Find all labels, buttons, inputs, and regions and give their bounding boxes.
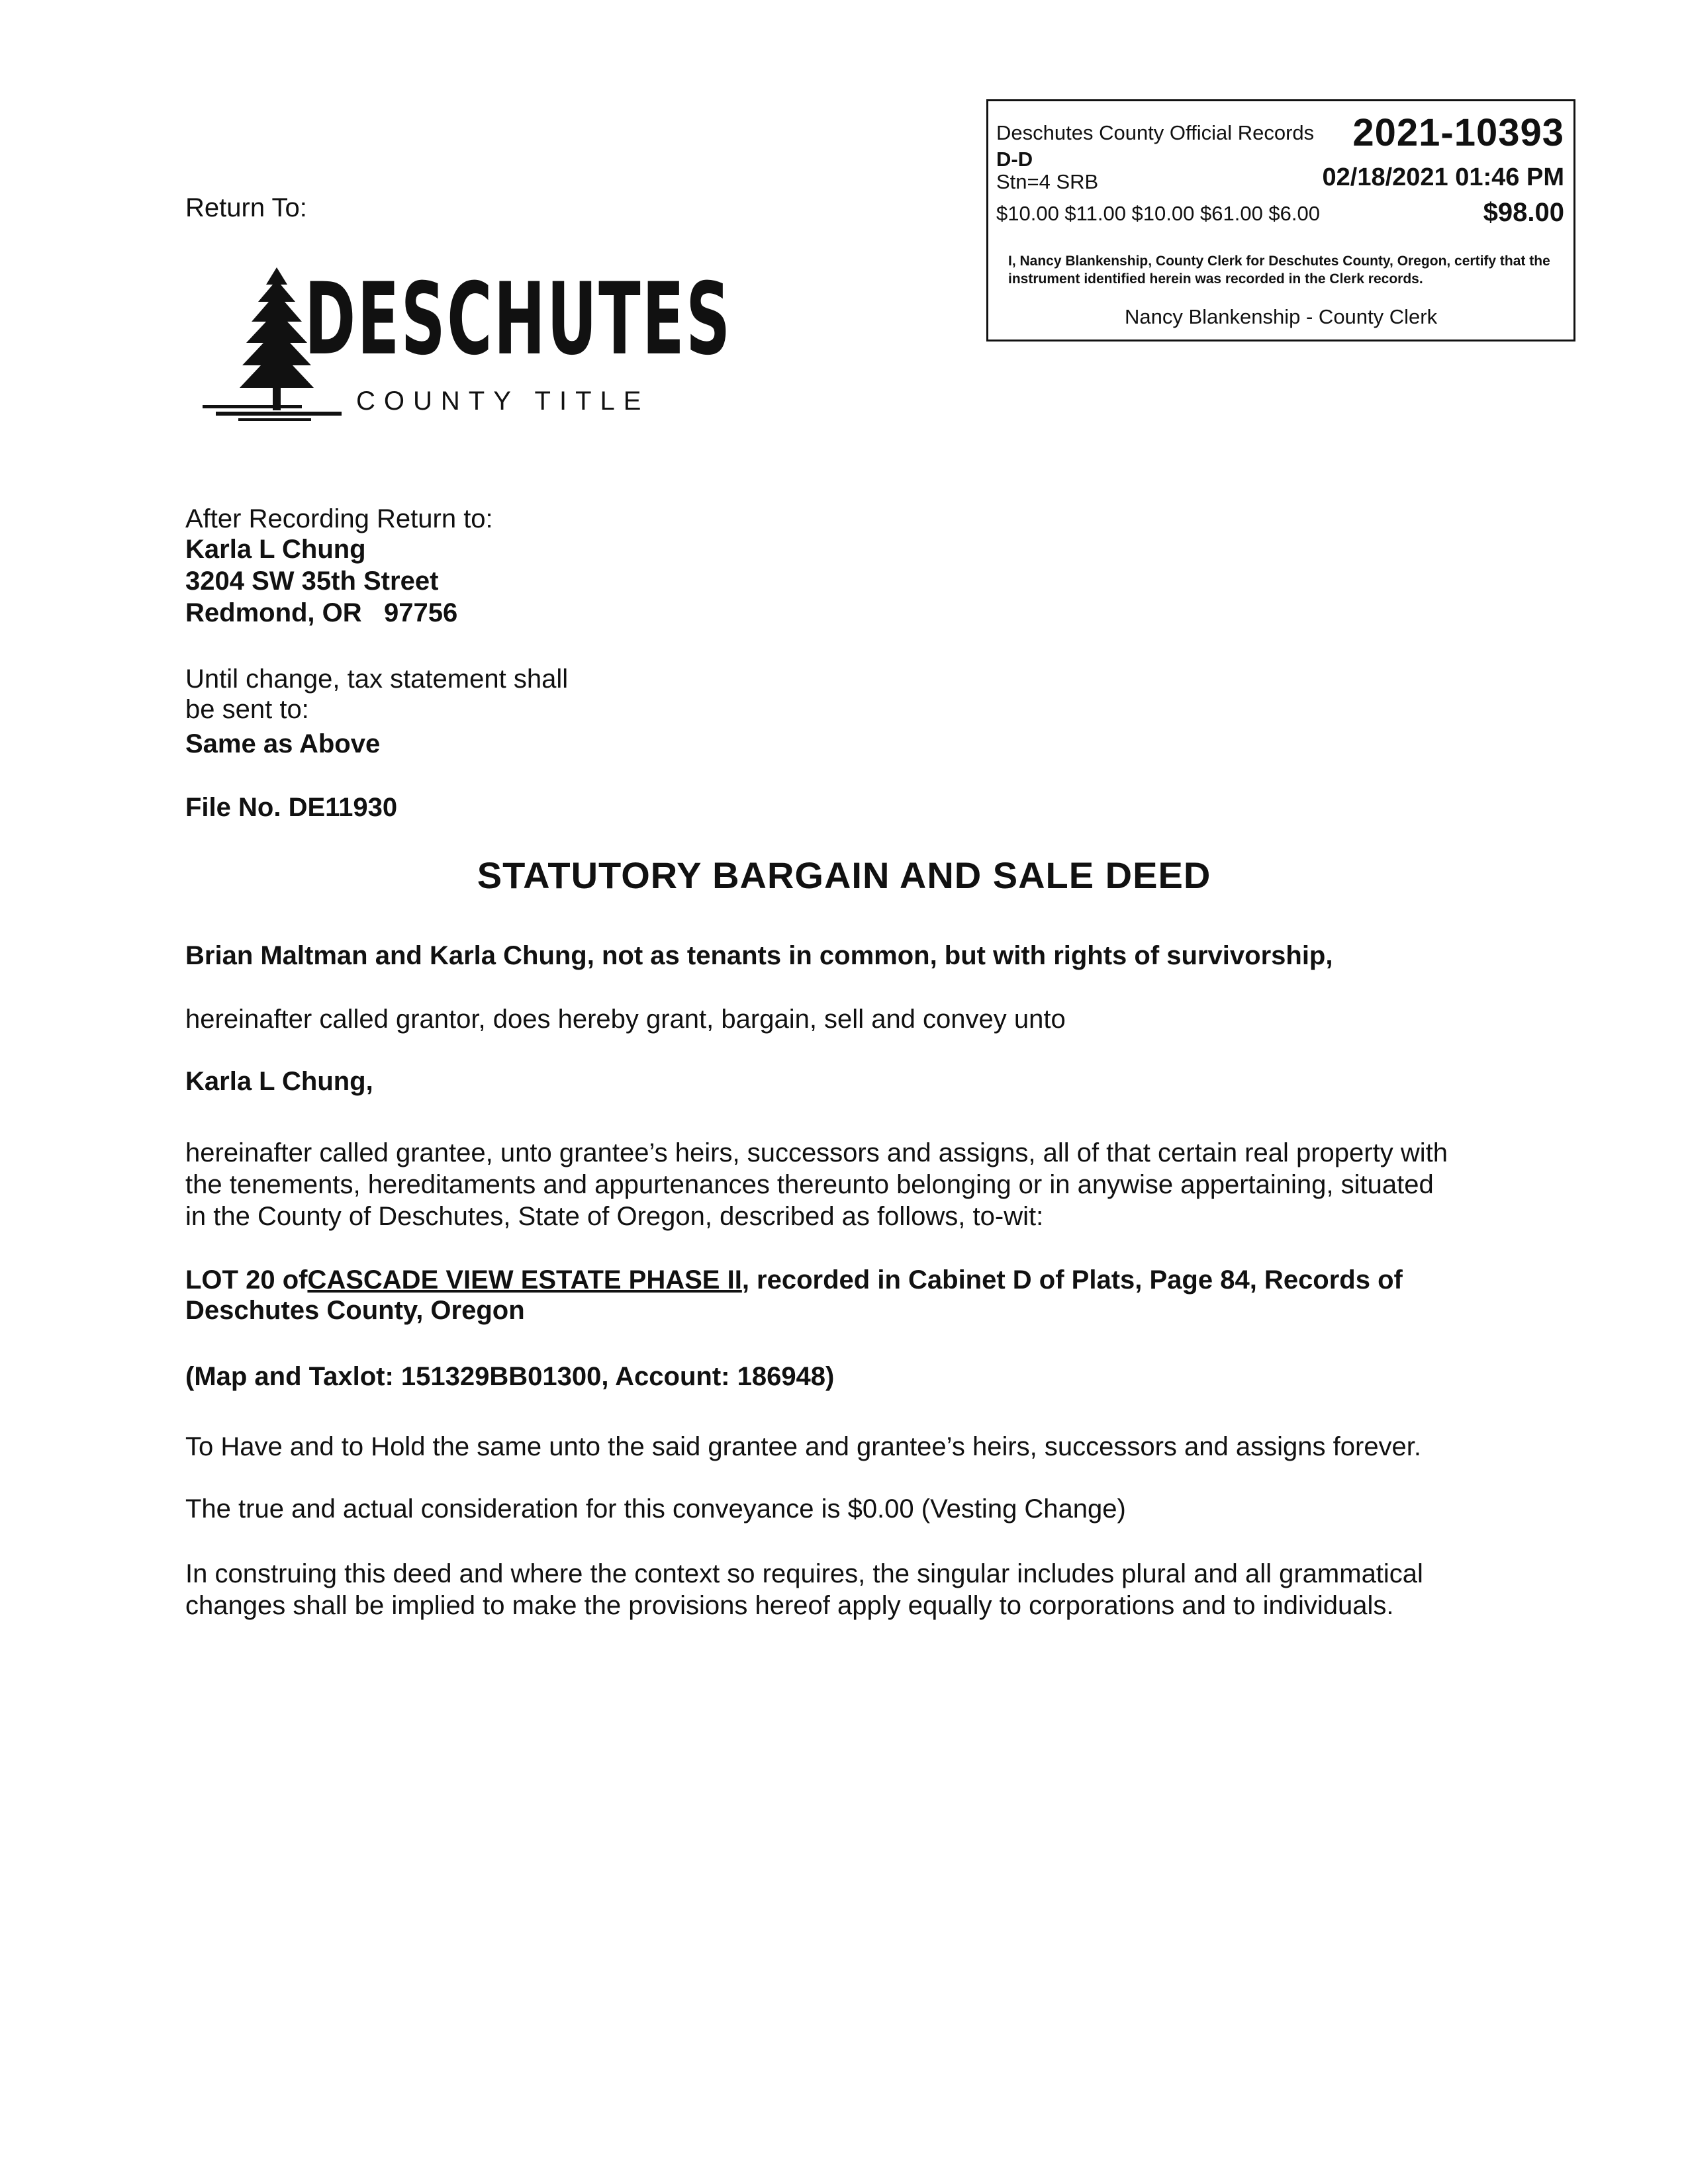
file-number: File No. DE11930: [185, 793, 398, 822]
deschutes-county-title-logo: [192, 258, 732, 424]
stamp-recorded-datetime: 02/18/2021 01:46 PM: [1322, 163, 1564, 191]
recording-stamp: [986, 99, 1575, 341]
after-recording-city: Redmond, OR 97756: [185, 598, 458, 627]
construing-line1: In construing this deed and where the context so requires, the singular includes plural and all grammatical: [185, 1559, 1423, 1588]
logo-subtitle: COUNTY TITLE: [356, 387, 650, 416]
habendum-clause: To Have and to Hold the same unto the said grantee and grantee’s heirs, successors and assigns forever.: [185, 1432, 1422, 1461]
stamp-certification: I, Nancy Blankenship, County Clerk for Deschutes County, Oregon, certify that the instrument identified herein was recorded in the Clerk records.: [1008, 253, 1550, 287]
stamp-total: $98.00: [1483, 198, 1564, 227]
construing-line2: changes shall be implied to make the provisions hereof apply equally to corporations and to individuals.: [185, 1591, 1394, 1620]
stamp-office: Deschutes County Official Records: [996, 121, 1315, 144]
after-recording-label: After Recording Return to:: [185, 504, 493, 533]
legal-description-line2: Deschutes County, Oregon: [185, 1296, 525, 1325]
grantor: Brian Maltman and Karla Chung, not as tenants in common, but with rights of survivorship,: [185, 941, 1333, 970]
stamp-fees: $10.00 $11.00 $10.00 $61.00 $6.00: [996, 202, 1320, 225]
stamp-doc-type: D-D: [996, 148, 1033, 171]
logo-wordmark: DESCHUTES: [305, 262, 732, 377]
document-title: STATUTORY BARGAIN AND SALE DEED: [477, 854, 1211, 896]
tax-statement-label-line2: be sent to:: [185, 695, 309, 724]
consideration-statement: The true and actual consideration for this conveyance is $0.00 (Vesting Change): [185, 1494, 1126, 1524]
grantee-clause-line3: in the County of Deschutes, State of Oregon, described as follows, to-wit:: [185, 1202, 1044, 1231]
stamp-document-number: 2021-10393: [1352, 111, 1564, 154]
tax-statement-label-line1: Until change, tax statement shall: [185, 664, 569, 694]
legal-description-suffix: , recorded in Cabinet D of Plats, Page 84, Records of: [741, 1265, 1403, 1295]
grantee-clause-line2: the tenements, hereditaments and appurtenances thereunto belonging or in anywise appertaining, situated: [185, 1170, 1434, 1199]
grantee-clause-line1: hereinafter called grantee, unto grantee’s heirs, successors and assigns, all of that certain real property with: [185, 1138, 1448, 1167]
return-to-label: Return To:: [185, 193, 307, 222]
grantee: Karla L Chung,: [185, 1067, 373, 1096]
legal-description-line1: [185, 1264, 1509, 1296]
stamp-signature: Nancy Blankenship - County Clerk: [1125, 305, 1438, 328]
stamp-station: Stn=4 SRB: [996, 170, 1099, 193]
legal-description-prefix: LOT 20 of: [185, 1265, 308, 1295]
grant-clause: hereinafter called grantor, does hereby grant, bargain, sell and convey unto: [185, 1005, 1066, 1034]
subdivision-name: CASCADE VIEW ESTATE PHASE II: [307, 1265, 742, 1295]
tax-statement-value: Same as Above: [185, 729, 381, 758]
after-recording-street: 3204 SW 35th Street: [185, 567, 439, 596]
after-recording-name: Karla L Chung: [185, 535, 366, 564]
map-taxlot: (Map and Taxlot: 151329BB01300, Account: 186948): [185, 1362, 835, 1391]
